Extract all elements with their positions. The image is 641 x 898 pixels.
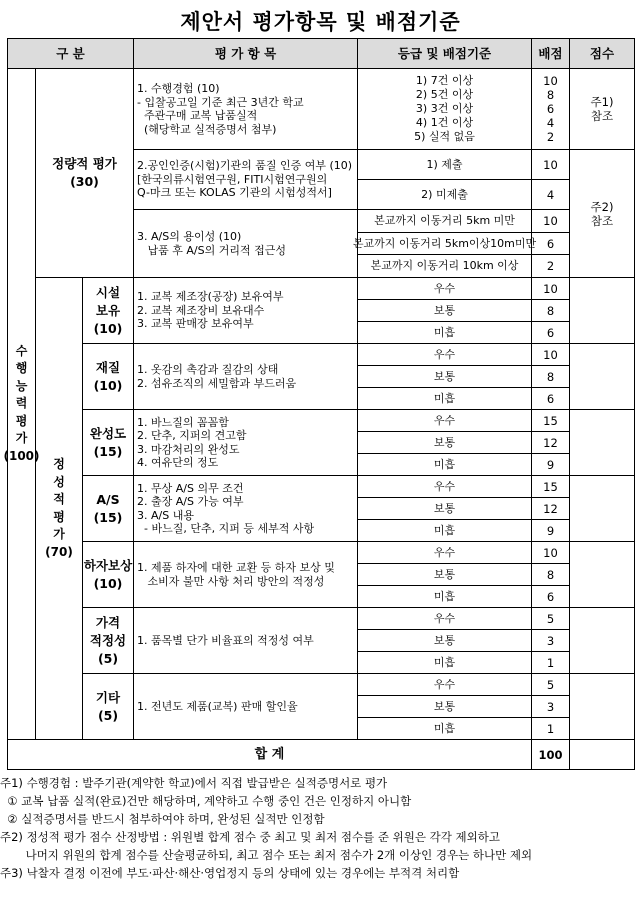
points-value: 15 [543,413,558,428]
points-cell [531,497,570,520]
points-cell [531,409,570,432]
vertical-char: 정 [53,457,65,471]
grade-row [357,277,532,300]
item-line: - 바느질, 단추, 지퍼 등 세부적 사항 [137,522,315,535]
footnote-line: ① 교복 납품 실적(완료)건만 해당하며, 계약하고 수행 중인 건은 인정하지 아니함 [0,794,412,808]
score-cell[interactable] [569,409,635,476]
criteria-line: 1) 7건 이상 [415,74,474,87]
grade-text: 보통 [433,435,456,449]
points-cell [531,519,570,542]
grade-text: 미흡 [433,457,456,471]
grade-text: 우수 [433,479,456,493]
item-line: 주관구매 교복 납품실적 [137,109,258,122]
qual-item-desc-6 [133,607,358,674]
header-item-label: 평 가 항 목 [214,45,277,61]
item-line: Q-마크 또는 KOLAS 기관의 시험성적서] [137,186,332,200]
label-line: (15) [93,443,123,459]
label-line: (10) [93,575,123,591]
grade-row [357,585,532,608]
grade-text: 보통 [433,369,456,383]
vertical-char: 평 [15,413,28,428]
points-value: 9 [546,523,555,538]
grade-row [357,519,532,542]
vertical-char: 력 [15,396,28,411]
grade-row [357,475,532,498]
page-title: 제안서 평가항목 및 배점기준 [180,10,461,34]
quant-total: (30) [70,174,99,189]
points-value: 8 [546,369,555,384]
points-cell [531,179,570,210]
quant-points-1 [531,68,570,150]
points-value: 12 [543,435,558,450]
qual-item-label-2 [82,343,134,410]
item-line: 3. A/S 내용 [137,508,194,522]
grade-row [357,365,532,388]
qual-item-label-7 [82,673,134,740]
label-line: A/S [96,491,120,507]
item-line: 2. 섬유조직의 세밀함과 부드러움 [137,376,297,390]
header-remark-label: 점수 [589,45,615,61]
vertical-char: 가 [15,431,28,446]
points-value: 2 [546,259,555,273]
grade-text: 미흡 [433,523,456,537]
grade-row [357,387,532,410]
vertical-char: 적 [53,492,65,506]
criteria-text: 본교까지 이동거리 5km이상10m미만 [352,236,537,250]
category-total: (100) [3,448,40,463]
score-cell[interactable] [569,475,635,542]
points-value: 10 [543,347,558,362]
score-cell[interactable] [569,277,635,344]
item-line: 1. 바느질의 꼼꼼함 [137,415,229,429]
qual-item-label-5 [82,541,134,608]
label-line: (15) [93,509,123,525]
label-line: 기타 [95,689,121,705]
vertical-char: 가 [53,527,65,541]
item-line: 3. 마감처리의 완성도 [137,442,240,456]
points-cell [531,651,570,674]
points-cell [531,149,570,180]
points-value: 2 [546,130,555,144]
qual-item-desc-1 [133,277,358,344]
header-remark [569,38,635,69]
total-points-cell [531,739,570,770]
qual-item-label-3 [82,409,134,476]
grade-row [357,563,532,586]
grade-row [357,541,532,564]
points-cell [531,475,570,498]
total-score-cell[interactable] [569,739,635,770]
grade-text: 우수 [433,611,456,625]
points-value: 10 [543,74,558,88]
points-cell [531,695,570,718]
grade-text: 미흡 [433,655,456,669]
total-label: 합 계 [254,746,285,762]
grade-row [357,607,532,630]
points-cell [531,299,570,322]
points-cell [531,673,570,696]
item-line: - 입찰공고일 기준 최근 3년간 학교 [137,95,304,109]
grade-text: 보통 [433,501,456,515]
header-points [531,38,570,69]
grade-text: 보통 [433,699,456,713]
points-value: 1 [546,721,555,736]
points-value: 8 [546,88,555,102]
points-cell [531,209,570,233]
category-quantitative [35,68,134,278]
item-line: 1. 교복 제조장(공장) 보유여부 [137,290,284,304]
points-cell [531,453,570,476]
grade-text: 미흡 [433,589,456,603]
points-cell [531,232,570,255]
vertical-char: 행 [15,361,28,376]
points-cell [531,585,570,608]
points-cell [531,277,570,300]
category-performance-evaluation [3,68,40,740]
quant-item-2 [133,149,358,210]
qual-item-desc-5 [133,541,358,608]
footnote-line: 나머지 위원의 합계 점수를 산술평균하되, 최고 점수 또는 최저 점수가 2개 이상인 경우는 하나만 제외 [0,848,533,862]
grade-text: 보통 [433,567,456,581]
criteria-row [357,179,532,210]
footnotes [0,774,641,882]
qual-item-desc-4 [133,475,358,542]
header-criteria [357,38,532,69]
quant-criteria-1 [357,68,532,150]
item-line: 소비자 불만 사항 처리 방안의 적정성 [137,574,325,588]
remark-text: 주1) [590,95,614,109]
points-value: 3 [546,699,555,714]
grade-text: 보통 [433,633,456,647]
points-cell [531,629,570,652]
score-cell[interactable] [569,673,635,740]
evaluation-table [3,38,634,769]
grade-row [357,497,532,520]
criteria-row [357,254,532,278]
footnote-line: 주1) 수행경험 : 발주기관(계약한 학교)에서 직접 발급받은 실적증명서로 평가 [0,776,388,790]
points-cell [531,254,570,278]
header-points-label: 배점 [538,45,563,61]
points-value: 6 [546,325,555,340]
grade-text: 미흡 [433,391,456,405]
grade-row [357,651,532,674]
header-division [7,38,134,69]
criteria-row [352,232,537,255]
criteria-line: 3) 3건 이상 [415,102,474,115]
grade-row [357,299,532,322]
points-cell [531,607,570,630]
points-value: 10 [543,281,558,296]
header-division-label: 구 분 [56,45,85,61]
grade-text: 미흡 [433,721,456,735]
item-line: 1. 제품 하자에 대한 교환 등 하자 보상 및 [137,561,335,574]
criteria-text: 본교까지 이동거리 10km 이상 [370,259,519,272]
remark-note1 [569,68,635,150]
points-cell [531,563,570,586]
qual-item-desc-3 [133,409,358,476]
grade-text: 우수 [433,677,456,691]
points-cell [531,365,570,388]
label-line: (5) [97,707,119,723]
grade-text: 우수 [433,413,456,427]
grade-row [357,453,532,476]
item-line: 4. 여유단의 정도 [137,456,219,469]
item-line: 1. 전년도 제품(교복) 판매 할인율 [137,699,298,713]
points-value: 9 [546,457,555,472]
quant-item-3 [133,209,358,278]
score-cell[interactable] [569,607,635,674]
qual-item-label-4 [82,475,134,542]
label-line: 보유 [95,302,121,318]
points-value: 8 [546,567,555,582]
vertical-char: 평 [53,509,65,524]
qual-item-desc-7 [133,673,358,740]
item-line: 3. 교복 판매장 보유여부 [137,317,254,331]
grade-row [357,629,532,652]
label-line: 하자보상 [83,557,133,573]
grade-row [357,431,532,454]
points-value: 6 [546,391,555,406]
points-value: 5 [546,677,555,692]
qual-item-desc-2 [133,343,358,410]
points-value: 6 [546,236,555,251]
total-points: 100 [538,747,563,762]
points-cell [531,717,570,740]
points-value: 10 [543,157,558,172]
grade-text: 보통 [433,303,456,317]
item-line: 1. 무상 A/S 의무 조건 [137,481,244,495]
grade-text: 우수 [433,281,456,295]
item-line: (해당학교 실적증명서 첨부) [137,122,277,136]
remark-text: 참조 [590,109,614,123]
grade-row [357,695,532,718]
item-line: 2.공인인증(시험)기관의 품질 인증 여부 (10) [137,159,353,173]
label-line: 완성도 [89,425,127,441]
item-line: 2. 출장 A/S 가능 여부 [137,495,244,508]
grade-text: 미흡 [433,325,456,339]
quant-item-1 [133,68,358,150]
vertical-char: 성 [53,474,65,489]
item-line: 1. 품목별 단가 비율표의 적정성 여부 [137,633,314,647]
label-line: (10) [93,320,123,336]
remark-text: 참조 [590,213,614,228]
item-line: 2. 단추, 지퍼의 견고함 [137,429,247,442]
grade-row [357,717,532,740]
item-line: 1. 옷감의 촉감과 질감의 상태 [137,363,279,376]
total-label-cell [7,739,532,770]
label-line: 재질 [95,359,121,375]
grade-row [357,343,532,366]
points-cell [531,321,570,344]
label-line: 적정성 [89,632,127,648]
item-line: 2. 교복 제조장비 보유대수 [137,303,265,317]
criteria-line: 4) 1건 이상 [415,116,474,129]
label-line: (5) [97,650,119,666]
footnote-line: 주3) 낙찰자 결정 이전에 부도·파산·해산·영업정지 등의 상태에 있는 경우에는 부적격 처리함 [0,866,460,880]
label-line: (10) [93,377,123,393]
points-value: 4 [546,116,555,130]
grade-row [357,409,532,432]
points-value: 8 [546,303,555,318]
vertical-char: 수 [15,343,28,358]
grade-row [357,673,532,696]
quant-label: 정량적 평가 [52,156,117,171]
points-value: 10 [543,214,558,228]
qual-total: (70) [45,544,73,559]
criteria-row [357,149,532,180]
criteria-text: 2) 미제출 [421,187,468,201]
points-value: 5 [546,611,555,626]
label-line: 시설 [95,284,121,300]
points-value: 6 [546,102,555,116]
footnote-line: 주2) 정성적 평가 점수 산정방법 : 위원별 합계 점수 중 최고 및 최저 점수를 준 위원은 각각 제외하고 [0,830,500,844]
points-cell [531,343,570,366]
remark-text: 주2) [590,199,614,214]
points-value: 15 [543,479,558,494]
points-cell [531,387,570,410]
criteria-text: 1) 제출 [426,157,463,171]
score-cell[interactable] [569,541,635,608]
criteria-text: 본교까지 이동거리 5km 미만 [374,214,515,227]
category-qualitative [35,277,83,740]
header-criteria-label: 등급 및 배점기준 [397,45,492,61]
label-line: 가격 [95,614,121,630]
points-cell [531,541,570,564]
item-line: 1. 수행경험 (10) [137,82,220,95]
vertical-char: 능 [15,378,28,393]
points-cell [531,431,570,454]
remark-note2 [569,149,635,278]
grade-text: 우수 [433,347,456,361]
grade-text: 우수 [433,545,456,559]
criteria-row [357,209,532,233]
header-item [133,38,358,69]
points-value: 6 [546,589,555,604]
points-value: 4 [546,187,555,202]
grade-row [357,321,532,344]
points-value: 10 [543,545,558,560]
points-value: 3 [546,633,555,648]
score-cell[interactable] [569,343,635,410]
item-line: [한국의류시험연구원, FITI시험연구원의 [137,172,328,186]
points-value: 12 [543,501,558,516]
criteria-line: 2) 5건 이상 [415,88,474,101]
criteria-line: 5) 실적 없음 [414,130,475,143]
qual-item-label-6 [82,607,134,674]
footnote-line: ② 실적증명서를 반드시 첨부하여야 하며, 완성된 실적만 인정함 [0,812,325,826]
item-line: 납품 후 A/S의 거리적 접근성 [137,243,286,257]
points-value: 1 [546,655,555,670]
qual-item-label-1 [82,277,134,344]
item-line: 3. A/S의 용이성 (10) [137,230,242,243]
